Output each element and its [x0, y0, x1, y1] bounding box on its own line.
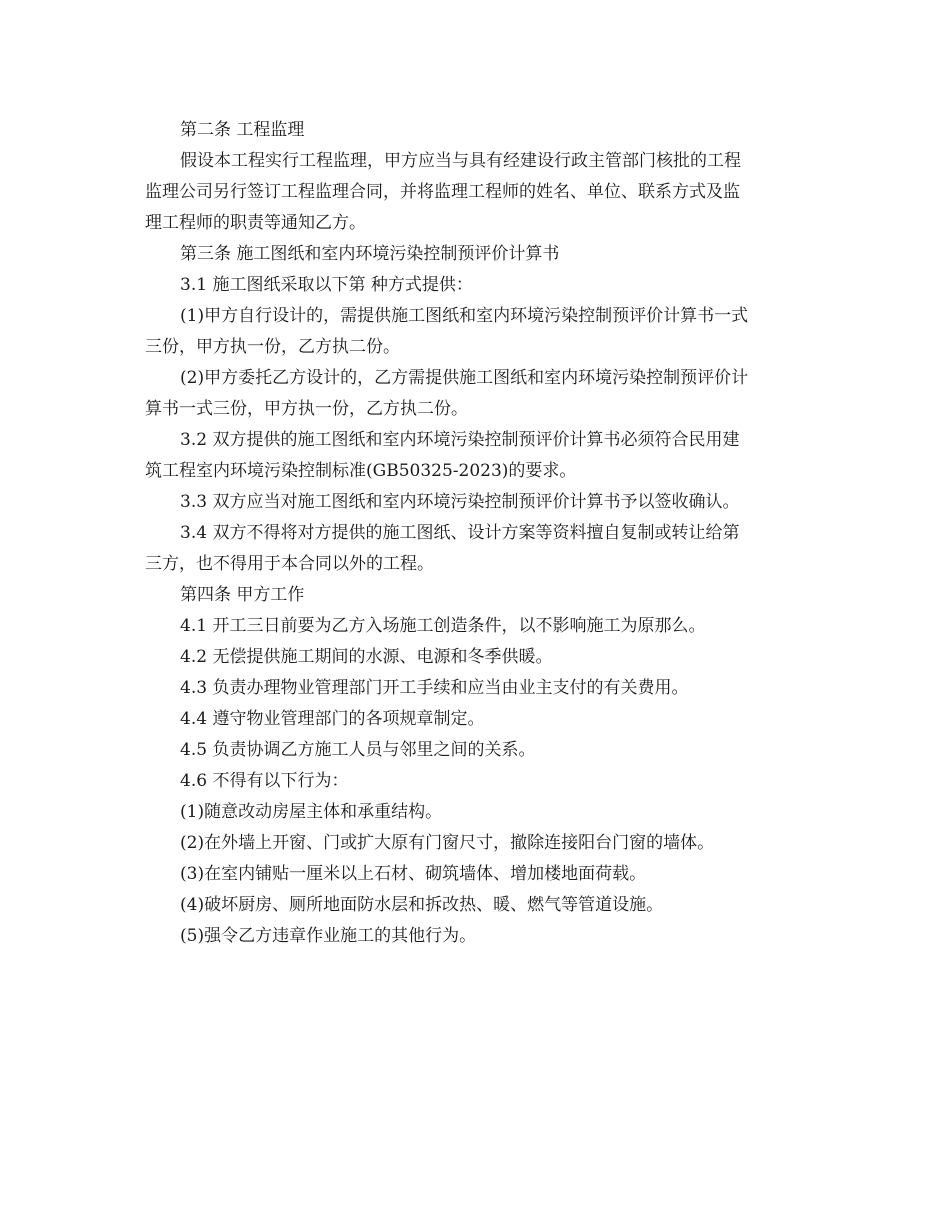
list-item-line: (4)破坏厨房、厕所地面防水层和拆改热、暖、燃气等管道设施。 [180, 895, 664, 915]
clause-line: 4.5 负责协调乙方施工人员与邻里之间的关系。 [180, 740, 536, 760]
clause-line: 筑工程室内环境污染控制标准(GB50325-2023)的要求。 [145, 461, 577, 481]
clause-line: 3.4 双方不得将对方提供的施工图纸、设计方案等资料擅自复制或转让给第 [180, 523, 740, 543]
article-heading: 第二条 工程监理 [180, 120, 305, 140]
clause-line: 4.4 遵守物业管理部门的各项规章制定。 [180, 709, 485, 729]
list-item-line: 算书一式三份，甲方执一份，乙方执二份。 [145, 399, 468, 419]
clause-line: 4.1 开工三日前要为乙方入场施工创造条件，以不影响施工为原那么。 [180, 616, 706, 636]
clause-line: 4.2 无偿提供施工期间的水源、电源和冬季供暖。 [180, 647, 553, 667]
clause-line: 3.3 双方应当对施工图纸和室内环境污染控制预评价计算书予以签收确认。 [180, 492, 740, 512]
list-item-line: (1)甲方自行设计的，需提供施工图纸和室内环境污染控制预评价计算书一式 [180, 306, 749, 326]
document-body [145, 115, 815, 952]
clause-line: 3.1 施工图纸采取以下第 种方式提供： [180, 275, 473, 295]
clause-line: 三方，也不得用于本合同以外的工程。 [145, 554, 434, 574]
list-item-line: (5)强令乙方违章作业施工的其他行为。 [180, 926, 477, 946]
paragraph-line: 理工程师的职责等通知乙方。 [145, 213, 366, 233]
paragraph-line: 监理公司另行签订工程监理合同，并将监理工程师的姓名、单位、联系方式及监 [145, 182, 740, 202]
list-item-line: (2)在外墙上开窗、门或扩大原有门窗尺寸，撤除连接阳台门窗的墙体。 [180, 833, 715, 853]
list-item-line: (3)在室内铺贴一厘米以上石材、砌筑墙体、增加楼地面荷载。 [180, 864, 647, 884]
clause-line: 4.3 负责办理物业管理部门开工手续和应当由业主支付的有关费用。 [180, 678, 689, 698]
clause-line: 3.2 双方提供的施工图纸和室内环境污染控制预评价计算书必须符合民用建 [180, 430, 740, 450]
clause-line: 4.6 不得有以下行为： [180, 771, 349, 791]
list-item-line: (2)甲方委托乙方设计的，乙方需提供施工图纸和室内环境污染控制预评价计 [180, 368, 749, 388]
list-item-line: 三份，甲方执一份，乙方执二份。 [145, 337, 400, 357]
article-heading: 第四条 甲方工作 [180, 585, 305, 605]
paragraph-line: 假设本工程实行工程监理，甲方应当与具有经建设行政主管部门核批的工程 [180, 151, 741, 171]
list-item-line: (1)随意改动房屋主体和承重结构。 [180, 802, 443, 822]
article-heading: 第三条 施工图纸和室内环境污染控制预评价计算书 [180, 244, 560, 264]
